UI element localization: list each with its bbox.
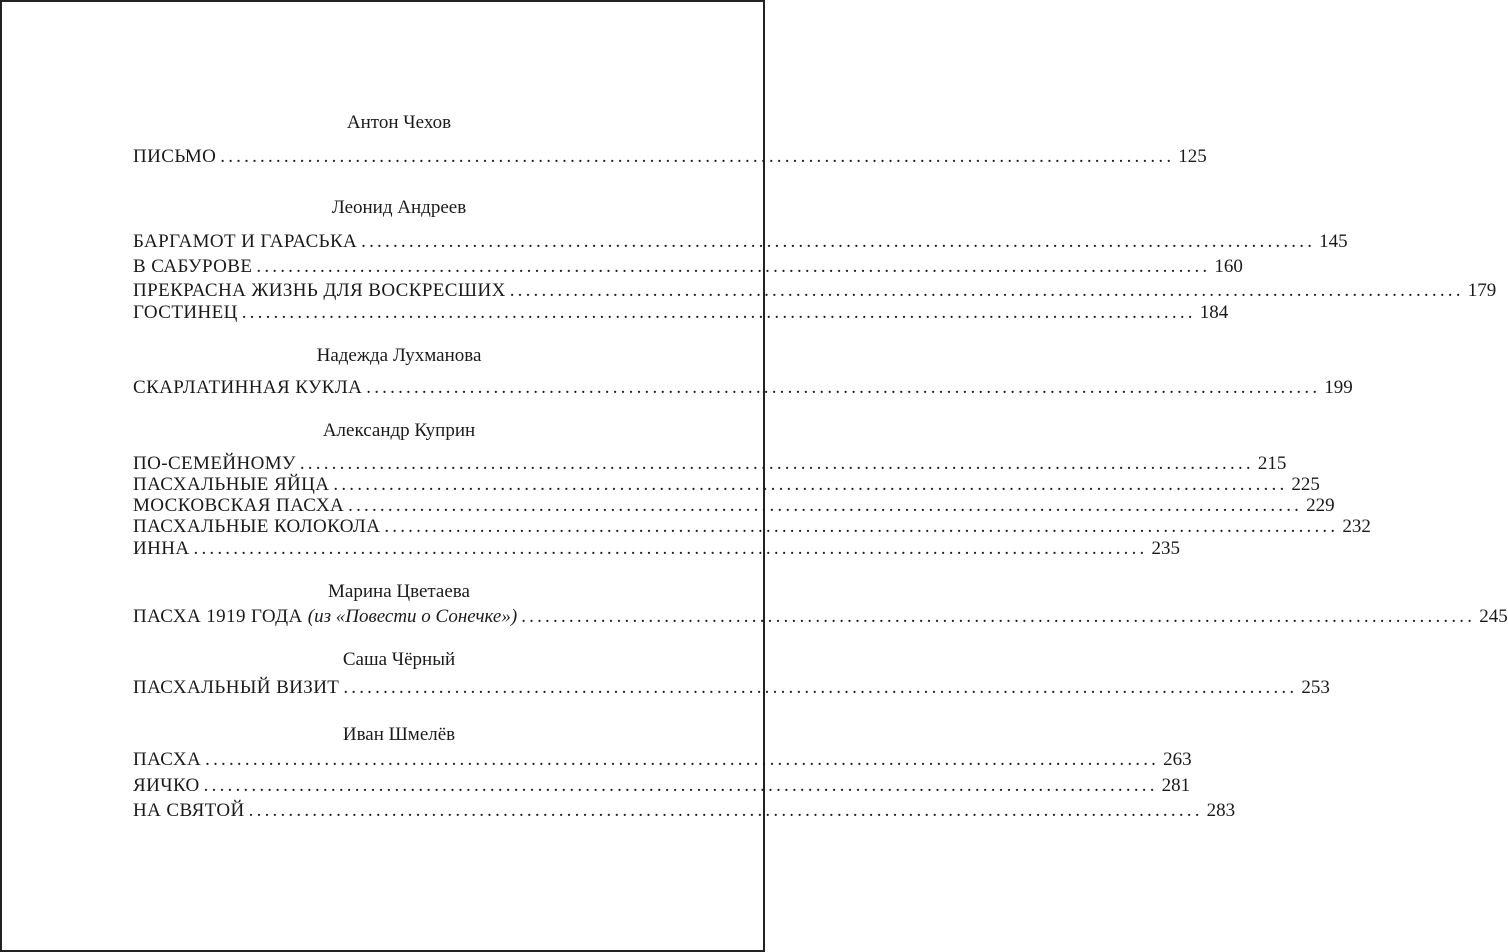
toc-entry[interactable] <box>133 605 1508 629</box>
entry-title: В САБУРОВЕ <box>133 256 253 277</box>
page-number: 184 <box>1199 302 1229 323</box>
author-heading: Александр Куприн <box>322 420 476 441</box>
dot-leader: ........................................................................................................................ <box>384 516 1339 537</box>
dot-leader: ........................................................................................................................ <box>299 453 1254 474</box>
dot-leader: ........................................................................................................................ <box>361 231 1316 252</box>
toc-entry[interactable] <box>133 255 1243 279</box>
entry-title: ПАСХА <box>133 749 202 770</box>
dot-leader: ........................................................................................................................ <box>521 606 1476 627</box>
dot-leader: ........................................................................................................................ <box>348 495 1303 516</box>
page-number: 235 <box>1151 538 1180 559</box>
entry-title: СКАРЛАТИННАЯ КУКЛА <box>133 377 363 398</box>
page-number: 229 <box>1306 495 1335 516</box>
entry-title: ПАСХАЛЬНЫЕ ЯЙЦА <box>133 474 330 495</box>
entry-title: НА СВЯТОЙ <box>133 800 245 821</box>
entry-title: МОСКОВСКАЯ ПАСХА <box>133 495 345 516</box>
entry-title-note: (из «Повести о Сонечке») <box>307 606 518 627</box>
page-number: 160 <box>1214 256 1243 277</box>
page-number: 281 <box>1161 775 1191 796</box>
author-heading: Антон Чехов <box>346 112 452 133</box>
page-number: 179 <box>1467 280 1497 301</box>
page-number: 263 <box>1163 749 1192 770</box>
entry-title: ЯИЧКО <box>133 775 200 796</box>
page-number: 283 <box>1206 800 1236 821</box>
entry-title: ПАСХАЛЬНЫЙ ВИЗИТ <box>133 677 340 698</box>
toc-entry[interactable] <box>133 279 1497 303</box>
author-heading: Саша Чёрный <box>342 649 456 670</box>
dot-leader: ........................................................................................................................ <box>203 775 1158 796</box>
toc-entry[interactable] <box>133 537 1180 561</box>
entry-title: ИННА <box>133 538 190 559</box>
page-number: 253 <box>1301 677 1330 698</box>
entry-title: ГОСТИНЕЦ <box>133 302 238 323</box>
toc-entry[interactable] <box>133 230 1348 254</box>
entry-title: ПАСХАЛЬНЫЕ КОЛОКОЛА <box>133 516 381 537</box>
page-number: 232 <box>1342 516 1371 537</box>
entry-title <box>133 605 517 629</box>
author-heading: Марина Цветаева <box>328 581 470 602</box>
page-number: 199 <box>1324 377 1353 398</box>
page-number: 245 <box>1479 606 1508 627</box>
entry-title: ПРЕКРАСНА ЖИЗНЬ ДЛЯ ВОСКРЕСШИХ <box>133 280 506 301</box>
page-number: 215 <box>1257 453 1287 474</box>
toc-entry[interactable] <box>133 676 1330 700</box>
toc-entry[interactable] <box>133 376 1353 400</box>
entry-title: ПО-СЕМЕЙНОМУ <box>133 453 296 474</box>
entry-title: ПИСЬМО <box>133 146 217 167</box>
page-number: 125 <box>1178 146 1207 167</box>
page-number: 225 <box>1291 474 1320 495</box>
author-heading: Леонид Андреев <box>331 197 467 218</box>
toc-entry[interactable] <box>133 774 1191 798</box>
dot-leader: ........................................................................................................................ <box>333 474 1288 495</box>
dot-leader: ........................................................................................................................ <box>256 256 1211 277</box>
dot-leader: ........................................................................................................................ <box>205 749 1160 770</box>
toc-entry[interactable] <box>133 301 1229 325</box>
dot-leader: ........................................................................................................................ <box>343 677 1298 698</box>
page-number: 145 <box>1319 231 1348 252</box>
toc-entry[interactable] <box>133 145 1207 169</box>
dot-leader: ........................................................................................................................ <box>220 146 1175 167</box>
toc-entry[interactable] <box>133 515 1371 539</box>
entry-title-text: ПАСХА 1919 ГОДА <box>133 606 303 627</box>
dot-leader: ........................................................................................................................ <box>241 302 1196 323</box>
entry-title: БАРГАМОТ И ГАРАСЬКА <box>133 231 358 252</box>
author-heading: Надежда Лухманова <box>316 345 482 366</box>
dot-leader: ........................................................................................................................ <box>248 800 1203 821</box>
author-heading: Иван Шмелёв <box>342 724 456 745</box>
toc-entry[interactable] <box>133 748 1192 772</box>
dot-leader: ........................................................................................................................ <box>509 280 1464 301</box>
toc-entry[interactable] <box>133 799 1236 823</box>
dot-leader: ........................................................................................................................ <box>366 377 1321 398</box>
dot-leader: ........................................................................................................................ <box>193 538 1148 559</box>
